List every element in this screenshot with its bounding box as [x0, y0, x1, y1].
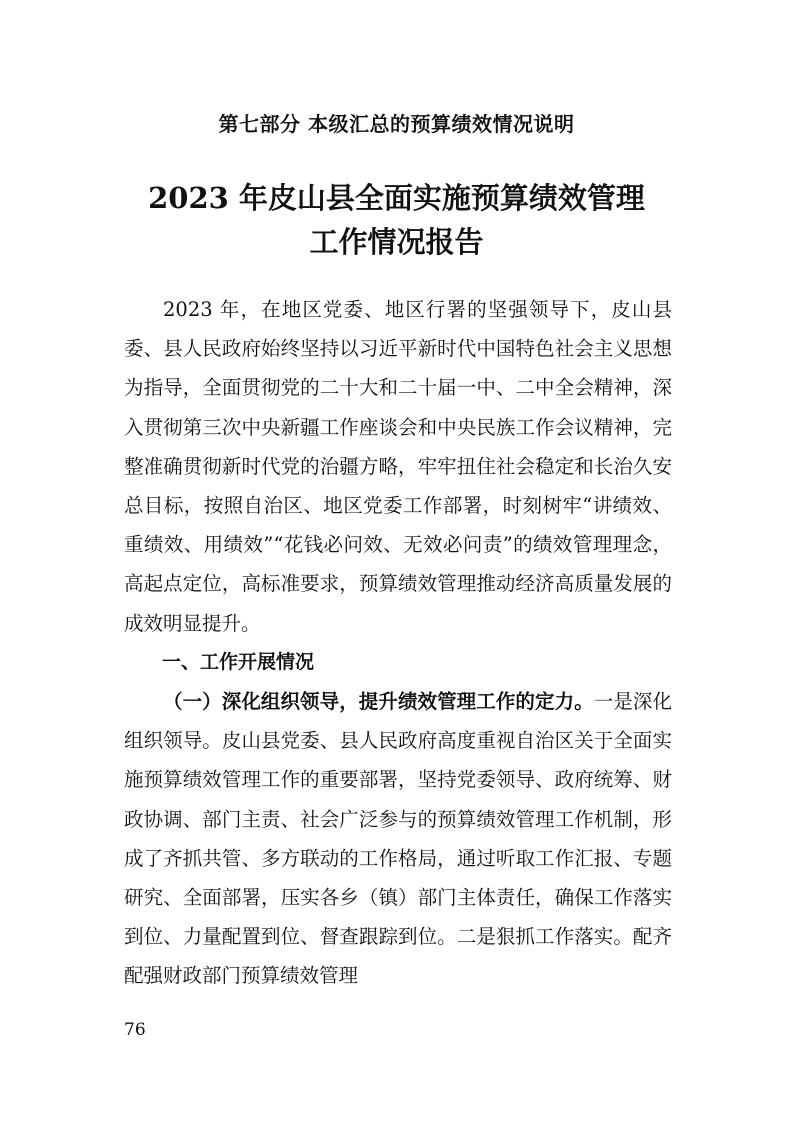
- intro-paragraph: 2023 年，在地区党委、地区行署的坚强领导下，皮山县委、县人民政府始终坚持以习近平新时代中国特色社会主义思想为指导，全面贯彻党的二十大和二十届一中、二中全会精神，深入贯彻第三次中央新疆工作座谈会和中央民族工作会议精神，完整准确贯彻新时代党的治疆方略，牢牢扭住社会稳定和长治久安总目标，按照自治区、地区党委工作部署，时刻树牢“讲绩效、重绩效、用绩效”“花钱必问效、无效必问责”的绩效管理理念，高起点定位，高标准要求，预算绩效管理推动经济高质量发展的成效明显提升。: [124, 298, 672, 635]
- report-title-line-2: 工作情况报告: [309, 225, 484, 259]
- report-title: [0, 176, 793, 264]
- page-number: 76: [124, 1020, 146, 1040]
- report-body: [124, 290, 672, 996]
- subsection-paragraph: [124, 682, 672, 996]
- section-heading-work-progress: 一、工作开展情况: [162, 650, 315, 673]
- subsection-lead: （一）深化组织领导，提升绩效管理工作的定力。: [163, 690, 594, 714]
- part-heading: 第七部分 本级汇总的预算绩效情况说明: [218, 112, 575, 136]
- report-title-line-1: 2023 年皮山县全面实施预算绩效管理: [148, 181, 645, 215]
- subsection-text: 一是深化组织领导。皮山县党委、县人民政府高度重视自治区关于全面实施预算绩效管理工作的重要部署，坚持党委领导、政府统筹、财政协调、部门主责、社会广泛参与的预算绩效管理工作机制，形成了齐抓共管、多方联动的工作格局，通过听取工作汇报、专题研究、全面部署，压实各乡（镇）部门主体责任，确保工作落实到位、力量配置到位、督查跟踪到位。二是狠抓工作落实。配齐配强财政部门预算绩效管理: [124, 690, 672, 988]
